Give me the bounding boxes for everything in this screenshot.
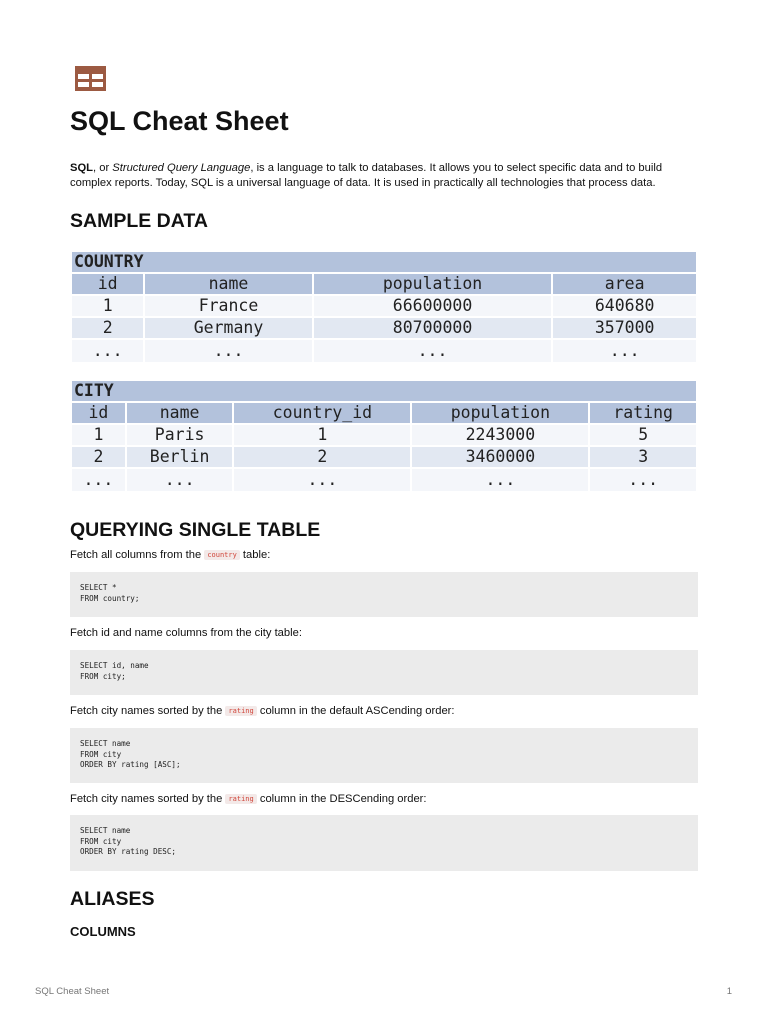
code-block: SELECT name FROM city ORDER BY rating [ASC]; [70,728,698,783]
section-heading-querying: QUERYING SINGLE TABLE [70,519,321,541]
table-cell: ... [553,340,696,362]
column-header: country_id [234,403,410,423]
table-cell: 357000 [553,318,696,338]
table-cell: ... [72,469,125,491]
page-title: SQL Cheat Sheet [70,106,289,136]
section-heading-sample-data: SAMPLE DATA [70,210,208,232]
country-table [70,250,698,364]
query-description [70,549,270,561]
table-cell: Paris [127,425,233,445]
description-text: column in the default ASCending order: [256,705,455,717]
description-text: Fetch city names sorted by the [70,705,226,717]
description-text: column in the DESCending order: [256,793,427,805]
table-cell: 3 [590,447,696,467]
column-header: name [127,403,233,423]
page-number: 1 [726,986,732,997]
table-cell: ... [590,469,696,491]
column-header: id [72,403,125,423]
code-block: SELECT id, name FROM city; [70,650,698,695]
table-cell: ... [314,340,552,362]
code-block: SELECT * FROM country; [70,572,698,617]
table-cell: Berlin [127,447,233,467]
table-cell: ... [72,340,143,362]
intro-bold: SQL [70,162,93,174]
table-cell: ... [145,340,311,362]
description-text: table: [239,549,271,561]
table-cell: 640680 [553,296,696,316]
table-cell: 3460000 [412,447,588,467]
intro-text-2: , is a language to talk to databases. It allows you to select specific data and to build complex reports. Today, SQL is a universal language of data. It is used in practically all technologies that process data. [70,162,663,189]
table-cell: 2 [72,318,143,338]
table-title: CITY [72,381,696,401]
description-text: Fetch all columns from the [70,549,205,561]
inline-code: rating [225,794,256,804]
table-cell: 5 [590,425,696,445]
table-logo-icon [75,66,106,91]
column-header: population [314,274,552,294]
intro-italic: Structured Query Language [112,162,251,174]
code-block: SELECT name FROM city ORDER BY rating DESC; [70,815,698,871]
table-cell: 2243000 [412,425,588,445]
table-row [72,340,696,362]
table-title: COUNTRY [72,252,696,272]
table-cell: 66600000 [314,296,552,316]
description-text: Fetch id and name columns from the city table: [70,627,302,639]
section-heading-aliases: ALIASES [70,888,155,910]
table-row [72,447,696,467]
table-cell: France [145,296,311,316]
table-cell: Germany [145,318,311,338]
table-cell: 1 [72,296,143,316]
table-row [72,296,696,316]
table-cell: 1 [72,425,125,445]
column-header: rating [590,403,696,423]
query-description [70,627,302,639]
intro-text-1: , or [93,162,113,174]
table-row [72,469,696,491]
subsection-heading-columns: COLUMNS [70,924,136,939]
column-header: population [412,403,588,423]
inline-code: country [204,550,240,560]
table-cell: 80700000 [314,318,552,338]
table-cell: 1 [234,425,410,445]
column-header: name [145,274,311,294]
query-description [70,793,427,805]
inline-code: rating [225,706,256,716]
query-description [70,705,455,717]
table-cell: ... [127,469,233,491]
table-cell: ... [234,469,410,491]
city-table [70,379,698,493]
description-text: Fetch city names sorted by the [70,793,226,805]
table-cell: 2 [72,447,125,467]
table-cell: ... [412,469,588,491]
footer-title: SQL Cheat Sheet [35,986,110,997]
column-header: area [553,274,696,294]
table-row [72,318,696,338]
intro-paragraph [70,161,700,191]
table-row [72,425,696,445]
table-cell: 2 [234,447,410,467]
column-header: id [72,274,143,294]
